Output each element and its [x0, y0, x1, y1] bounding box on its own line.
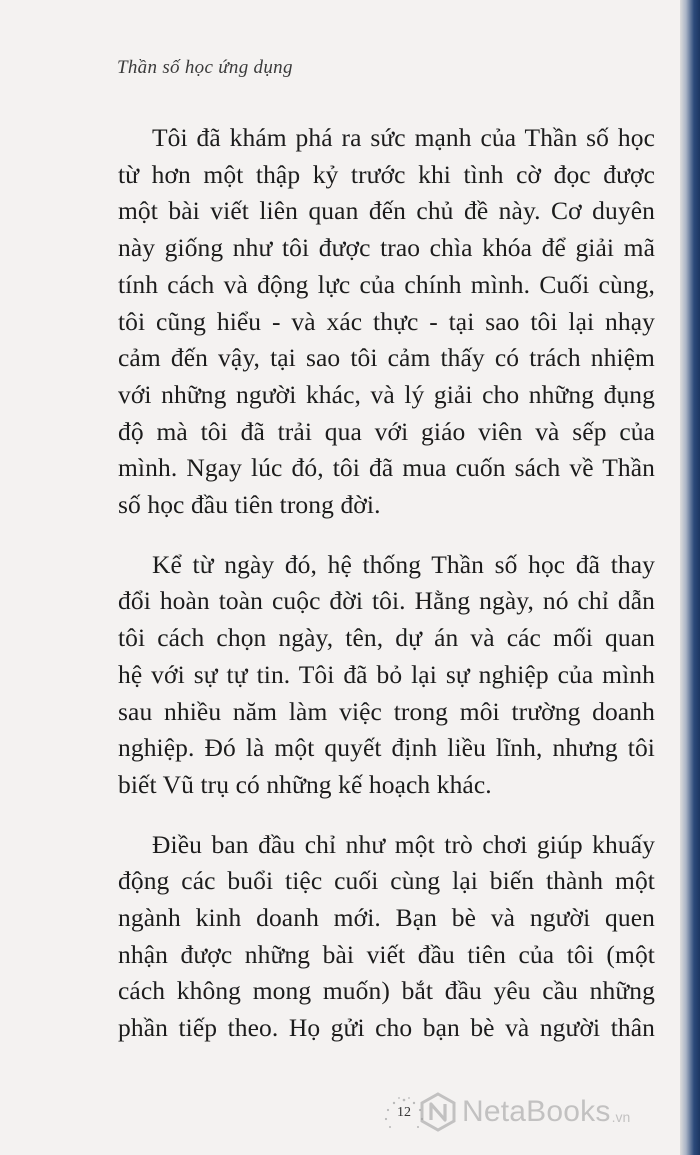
text-line: động các buổi tiệc cuối cùng lại biến thành một: [118, 866, 655, 896]
text-line: độ mà tôi đã trải qua với giáo viên và sếp của: [118, 416, 655, 446]
watermark-suffix: .vn: [611, 1109, 631, 1125]
watermark-text: NetaBooks: [462, 1095, 611, 1128]
body-text: [118, 120, 658, 1070]
paragraph-1: [118, 120, 658, 524]
text-line: Tôi đã khám phá ra sức mạnh của Thần số học: [152, 123, 655, 152]
text-line: tính cách và động lực của chính mình. Cuối cùng,: [118, 269, 655, 299]
text-line: mình. Ngay lúc đó, tôi đã mua cuốn sách về Thần: [118, 453, 655, 483]
text-line: một bài viết liên quan đến chủ đề này. Cơ duyên: [118, 196, 655, 226]
text-line: cách không mong muốn) bắt đầu yêu cầu những: [118, 976, 655, 1006]
paragraph-3: [118, 827, 658, 1047]
text-line: hệ với sự tự tin. Tôi đã bỏ lại sự nghiệp của mình: [118, 659, 655, 689]
text-line: đổi hoàn toàn cuộc đời tôi. Hằng ngày, nó chỉ dẫn: [118, 586, 655, 616]
book-cover-edge: [680, 0, 700, 1155]
text-line: này giống như tôi được trao chìa khóa để giải mã: [118, 233, 655, 263]
paragraph-2: [118, 547, 658, 804]
text-line: tôi cũng hiểu - và xác thực - tại sao tôi lại nhạy: [118, 306, 655, 336]
netabooks-logo-icon: [418, 1092, 458, 1132]
text-line: với những người khác, và lý giải cho những đụng: [118, 379, 655, 409]
text-line: Kể từ ngày đó, hệ thống Thần số học đã thay: [152, 549, 655, 579]
text-line: tôi cách chọn ngày, tên, dự án và các mối quan: [118, 623, 655, 653]
text-line: biết Vũ trụ có những kế hoạch khác.: [118, 769, 492, 799]
text-line: sau nhiều năm làm việc trong môi trường doanh: [118, 696, 655, 726]
text-line: nghiệp. Đó là một quyết định liều lĩnh, nhưng tôi: [118, 733, 655, 763]
text-line: cảm đến vậy, tại sao tôi cảm thấy có trách nhiệm: [118, 343, 655, 373]
running-head: Thần số học ứng dụng: [117, 57, 293, 78]
text-line: từ hơn một thập kỷ trước khi tình cờ đọc được: [118, 159, 655, 189]
watermark: [418, 1090, 630, 1134]
text-line: Điều ban đầu chỉ như một trò chơi giúp khuấy: [152, 829, 655, 859]
text-line: nhận được những bài viết đầu tiên của tôi (một: [118, 939, 655, 969]
text-line: ngành kinh doanh mới. Bạn bè và người quen: [118, 903, 655, 933]
page-number-text: 12: [397, 1105, 411, 1120]
text-line: phần tiếp theo. Họ gửi cho bạn bè và người thân: [118, 1013, 655, 1043]
text-line: số học đầu tiên trong đời.: [118, 490, 381, 520]
